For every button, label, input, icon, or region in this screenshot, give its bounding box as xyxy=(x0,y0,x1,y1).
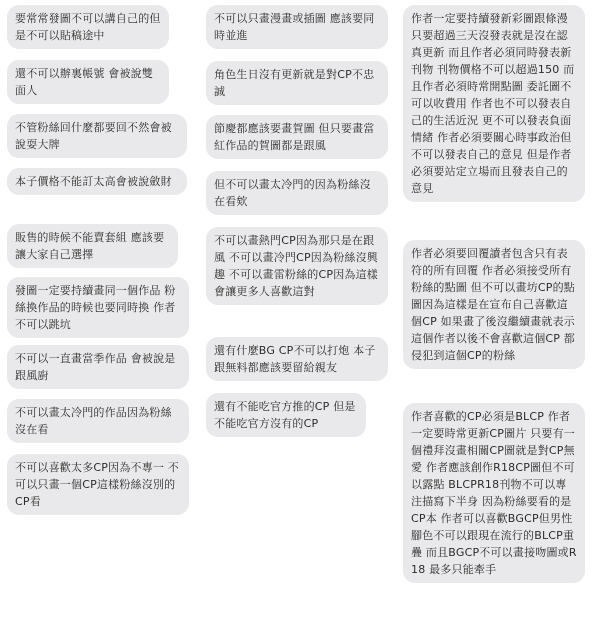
message-bubble xyxy=(7,60,169,104)
message-text: 還不可以辦裏帳號 會被說雙面人 xyxy=(15,67,154,97)
message-text: 不管粉絲回什麼都要回不然會被說耍大牌 xyxy=(15,121,172,151)
chat-column-left xyxy=(0,0,198,625)
message-bubble xyxy=(206,337,388,381)
message-text: 作者喜歡的CP必須是BLCP 作者一定要時常更新CP圖片 只要有一個禮拜沒畫相關CP圖就是對CP無愛 作者應該創作R18CP圖但不可以露點 BLCPR18刊物不可以專注描寫下半身 因為粉絲要看的是CP本 作者可以喜歡BGCP但男性腳色不可以跟現在流行的BLCP重疊 而且BGCP不可以畫接吻圖或R18 最多只能牽手 xyxy=(411,410,577,576)
message-bubble xyxy=(7,454,189,515)
message-bubble xyxy=(403,5,585,202)
message-text: 發圖一定要持續畫同一個作品 粉絲換作品的時候也要同時換 作者不可以跳坑 xyxy=(15,284,176,331)
message-bubble xyxy=(206,171,388,215)
message-bubble xyxy=(7,345,189,389)
message-text: 還有不能吃官方推的CP 但是不能吃官方沒有的CP xyxy=(214,400,356,430)
message-text: 還有什麼BG CP不可以打炮 本子跟無料都應該要留給親友 xyxy=(214,344,376,374)
message-bubble xyxy=(206,5,388,49)
message-text: 不可以畫太冷門的作品因為粉絲沒在看 xyxy=(15,406,172,436)
message-bubble xyxy=(7,399,189,443)
message-text: 節慶都應該要畫賀圖 但只要畫當紅作品的賀圖都是跟風 xyxy=(214,122,375,152)
message-bubble xyxy=(7,224,178,268)
message-bubble xyxy=(206,115,388,159)
message-text: 但不可以畫太冷門的因為粉絲沒在看欸 xyxy=(214,178,371,208)
message-text: 作者必須要回覆讀者包含只有表符的所有回覆 作者必須接受所有粉絲的點圖 但不可以畫坊CP的點圖因為這樣是在宣布自己喜歡這個CP 如果畫了後沒繼續畫就表示這個作者以後不會喜歡這個CP 都侵犯到這個CP的粉絲 xyxy=(411,247,576,362)
message-bubble xyxy=(7,5,169,49)
message-text: 販售的時候不能賣套組 應該要讓大家自己選擇 xyxy=(15,231,165,261)
message-bubble xyxy=(7,168,187,195)
message-bubble xyxy=(7,114,187,158)
message-text: 不可以只畫漫畫或插圖 應該要同時並進 xyxy=(214,12,375,42)
message-bubble xyxy=(206,61,388,105)
message-text: 不可以喜歡太多CP因為不專一 不可以只畫一個CP這樣粉絲沒別的CP看 xyxy=(15,461,180,508)
message-bubble xyxy=(403,403,585,583)
message-bubble xyxy=(403,240,585,369)
message-bubble xyxy=(206,227,388,305)
message-text: 作者一定要持續發新彩圖跟條漫 只要超過三天沒發表就是沒在認真更新 而且作者必須同時發表新刊物 刊物價格不可以超過150 而且作者必須時常開點圖 委託圖不可以收費用 作者也不可以發表自己的生活近況 更不可以發表負面情緒 作者必須要關心時事政治但不可以發表自己的意見 但是作者必須要站定立場而且發表自己的意見 xyxy=(411,12,575,195)
message-text: 本子價格不能訂太高會被說斂財 xyxy=(15,175,172,188)
message-text: 要常常發圖不可以講自己的但是不可以貼稿途中 xyxy=(15,12,161,42)
chat-column-middle xyxy=(199,0,395,625)
message-bubble xyxy=(7,277,189,338)
message-text: 不可以畫熱門CP因為那只是在跟風 不可以畫冷門CP因為粉絲沒興趣 不可以畫雷粉絲的CP因為這樣會讓更多人喜歡這對 xyxy=(214,234,379,298)
chat-column-right xyxy=(396,0,594,625)
message-text: 不可以一直畫當季作品 會被說是跟風廚 xyxy=(15,352,176,382)
message-bubble xyxy=(206,393,366,437)
message-text: 角色生日沒有更新就是對CP不忠誠 xyxy=(214,68,375,98)
